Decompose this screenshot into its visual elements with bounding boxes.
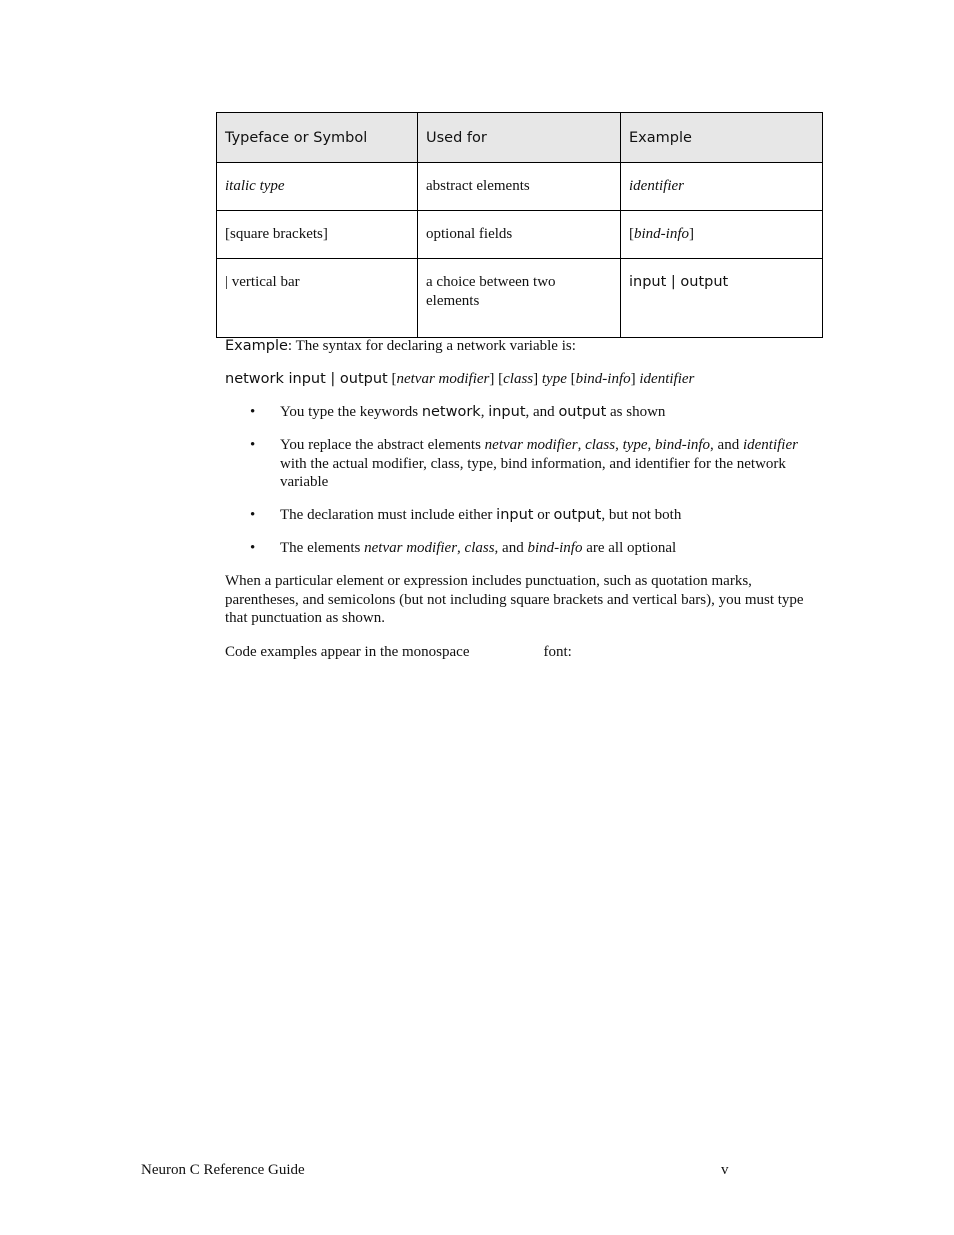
keyword: input <box>496 507 534 523</box>
syntax-punct: ] <box>630 371 640 387</box>
text: are all optional <box>582 540 677 556</box>
text: , <box>577 437 586 453</box>
text: Code examples appear in the monospace <box>225 644 470 660</box>
italic-term: identifier <box>742 437 798 453</box>
italic-term: netvar modifier <box>484 437 578 453</box>
text: You type the keywords <box>280 404 422 420</box>
table-row <box>217 163 823 211</box>
text: , but not both <box>601 507 682 523</box>
syntax-punct: ] [ <box>489 371 504 387</box>
footer-title: Neuron C Reference Guide <box>141 1162 305 1178</box>
table-cell-used-for: a choice between two elements <box>418 259 621 338</box>
text: as shown <box>606 404 666 420</box>
text: , and <box>710 437 743 453</box>
keyword: input <box>488 404 526 420</box>
syntax-keywords: network input | output <box>225 371 388 387</box>
text: , <box>647 437 656 453</box>
text: or <box>533 507 554 523</box>
table-cell-example: input | output <box>621 259 823 338</box>
syntax-line <box>225 370 815 389</box>
page-number: v <box>721 1162 729 1178</box>
text: font: <box>543 644 572 660</box>
punctuation-paragraph: When a particular element or expression includes punctuation, such as quotation marks, parentheses, and semicolons (but not including square brackets and vertical bars), you must type that punctuation as shown. <box>225 573 804 626</box>
table-cell-symbol: | vertical bar <box>217 259 418 338</box>
text: , and <box>494 540 528 556</box>
list-item <box>250 539 815 558</box>
text: , <box>457 540 465 556</box>
table-header-cell: Typeface or Symbol <box>217 113 418 163</box>
table-header-cell: Example <box>621 113 823 163</box>
text: The declaration must include either <box>280 507 497 523</box>
italic-term: type <box>622 437 648 453</box>
example-label: Example <box>225 338 288 354</box>
code-example-paragraph <box>225 643 815 662</box>
text: You replace the abstract elements <box>280 437 485 453</box>
italic-term: bind-info <box>527 540 583 556</box>
syntax-netvar-modifier: netvar modifier <box>396 371 490 387</box>
table-header-row <box>217 113 823 163</box>
list-item <box>250 403 815 422</box>
text: , <box>480 404 489 420</box>
bullet-icon: • <box>250 507 256 523</box>
text: , <box>615 437 623 453</box>
list-item <box>250 506 815 525</box>
typeface-conventions-table <box>216 112 823 338</box>
table-cell-symbol: [square brackets] <box>217 211 418 259</box>
italic-term: bind-info <box>655 437 711 453</box>
keyword: network <box>421 404 481 420</box>
bracket-open: [ <box>629 226 634 243</box>
text: with the actual modifier, class, type, bind information, and identifier for the network variable <box>280 455 786 490</box>
bullet-icon: • <box>250 437 256 453</box>
keyword: output <box>558 404 607 420</box>
bullet-icon: • <box>250 540 256 556</box>
text: The elements <box>280 540 365 556</box>
table-cell-symbol: italic type <box>217 163 418 211</box>
bracket-close: ] <box>689 226 694 243</box>
syntax-type: type <box>541 371 567 387</box>
bind-info-text: bind-info <box>634 226 689 243</box>
syntax-class: class <box>503 371 534 387</box>
syntax-punct: [ <box>387 371 397 387</box>
syntax-punct: [ <box>566 371 576 387</box>
table-cell-example <box>621 211 823 259</box>
example-paragraph <box>225 337 815 356</box>
syntax-punct: ] <box>533 371 542 387</box>
table-cell-used-for: optional fields <box>418 211 621 259</box>
keyword: output <box>553 507 602 523</box>
example-text: : The syntax for declaring a network variable is: <box>287 338 576 354</box>
table-row <box>217 259 823 338</box>
text: , and <box>525 404 559 420</box>
syntax-identifier: identifier <box>639 371 695 387</box>
bullet-icon: • <box>250 404 256 420</box>
italic-term: class <box>464 540 495 556</box>
table-cell-example: identifier <box>621 163 823 211</box>
list-item <box>250 436 815 492</box>
table-row <box>217 211 823 259</box>
syntax-bind-info: bind-info <box>575 371 631 387</box>
italic-term: class <box>585 437 616 453</box>
italic-term: netvar modifier <box>364 540 458 556</box>
table-cell-used-for: abstract elements <box>418 163 621 211</box>
table-header-cell: Used for <box>418 113 621 163</box>
bullet-list <box>250 403 815 572</box>
